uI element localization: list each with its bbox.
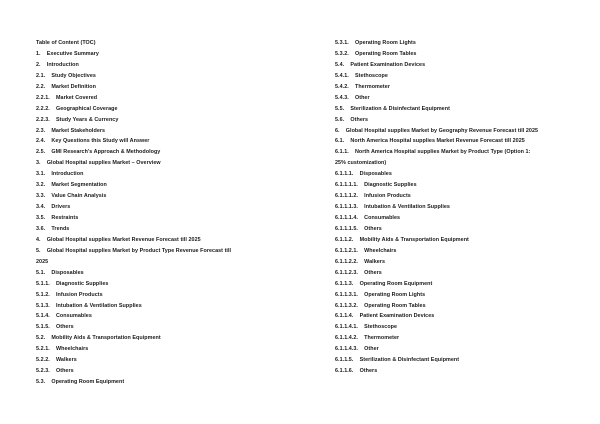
toc-entry: 5.2. Mobility Aids & Transportation Equipment <box>36 335 161 342</box>
toc-entry: 6.1.1.3. Operating Room Equipment <box>335 280 433 287</box>
toc-entry: 6.1.1.4.1. Stethoscope <box>335 324 398 331</box>
toc-entry: 5.2.3. Others <box>36 368 74 375</box>
toc-entry: 5.4.2. Thermometer <box>335 83 390 90</box>
toc-entry: 2.2.2. Geographical Coverage <box>36 105 118 112</box>
toc-entry: 6.1.1.6. Others <box>335 368 378 375</box>
toc-entry: 6.1.1.1.3. Intubation & Ventilation Supplies <box>335 204 450 211</box>
toc-entry: 6.1.1.1.4. Consumables <box>335 215 401 221</box>
toc-entry: 2.1. Study Objectives <box>36 72 96 79</box>
toc-entry: 5.1.3. Intubation & Ventilation Supplies <box>36 302 142 309</box>
toc-entry: 6.1.1.1.1. Diagnostic Supplies <box>335 182 417 189</box>
toc-entry: 5.2.2. Walkers <box>36 357 77 364</box>
toc-entry: 25% customization) <box>335 160 387 167</box>
toc-entry: 5.4.1. Stethoscope <box>335 72 388 79</box>
toc-entry: 5.3. Operating Room Equipment <box>36 379 125 386</box>
toc-entry: 4. Global Hospital supplies Market Revenue Forecast till 2025 <box>36 236 201 243</box>
toc-entry: 6.1.1.4.3. Other <box>335 346 379 353</box>
toc-entry: 6.1.1.1.5. Others <box>335 225 382 232</box>
toc-entry: 2.5. GMI Research's Approach & Methodology <box>36 149 161 156</box>
toc-entry: 5.4.3. Other <box>335 94 370 101</box>
toc-entry: 6.1.1.3.1. Operating Room Lights <box>335 291 426 298</box>
toc-entry: 5.1.1. Diagnostic Supplies <box>36 280 109 287</box>
toc-entry: 6.1.1.2. Mobility Aids & Transportation Equipment <box>335 236 469 243</box>
toc-entry: 5.1.5. Others <box>36 324 74 331</box>
toc-entry: 3.2. Market Segmentation <box>36 182 107 189</box>
toc-entry: 2.2.3. Study Years & Currency <box>36 116 119 123</box>
toc-entry: 6.1.1.1. Disposables <box>335 171 392 178</box>
toc-entry: 3. Global Hospital supplies Market – Overview <box>36 160 161 167</box>
toc-entry: 5.1.2. Infusion Products <box>36 291 103 298</box>
toc-entry: 6.1.1.2.1. Wheelchairs <box>335 247 397 254</box>
toc-entry: 6.1.1.4.2. Thermometer <box>335 335 400 342</box>
toc-entry: 6.1.1.1.2. Infusion Products <box>335 193 411 200</box>
toc-entry: 3.3. Value Chain Analysis <box>36 193 107 200</box>
toc-entry: 2.2. Market Definition <box>36 83 96 90</box>
toc-entry: 5.1. Disposables <box>36 269 84 276</box>
toc-entry: 3.6. Trends <box>36 225 70 232</box>
toc-entry: 2.4. Key Questions this Study will Answer <box>36 138 150 145</box>
toc-entry: 6.1.1.3.2. Operating Room Tables <box>335 302 426 309</box>
toc-entry: 5.6. Others <box>335 116 369 123</box>
toc-entry: 3.4. Drivers <box>36 204 71 211</box>
toc-entry: Table of Content (TOC) <box>36 40 96 46</box>
toc-entry: 3.5. Restraints <box>36 215 79 221</box>
toc-entry: 2.3. Market Stakeholders <box>36 127 106 134</box>
toc-entry: 6.1.1.2.2. Walkers <box>335 258 385 265</box>
toc-entry: 6. Global Hospital supplies Market by Geography Revenue Forecast till 2025 <box>335 127 539 134</box>
toc-right-column <box>335 38 585 377</box>
toc-entry: 2025 <box>36 258 49 265</box>
toc-left-column <box>36 38 296 388</box>
toc-entry: 3.1. Introduction <box>36 171 84 178</box>
toc-entry: 6.1.1.5. Sterilization & Disinfectant Equipment <box>335 357 460 364</box>
toc-entry: 2.2.1. Market Covered <box>36 94 98 101</box>
toc-entry: 5.3.2. Operating Room Tables <box>335 50 417 57</box>
toc-entry: 6.1.1.2.3. Others <box>335 269 382 276</box>
toc-entry: 6.1.1.4. Patient Examination Devices <box>335 313 435 320</box>
toc-entry: 5. Global Hospital supplies Market by Product Type Revenue Forecast till <box>36 247 232 254</box>
toc-entry: 5.3.1. Operating Room Lights <box>335 40 416 46</box>
toc-entry: 6.1. North America Hospital supplies Market Revenue Forecast till 2025 <box>335 138 525 145</box>
toc-entry: 5.2.1. Wheelchairs <box>36 346 89 353</box>
toc-entry: 2. Introduction <box>36 61 79 68</box>
toc-entry: 5.5. Sterilization & Disinfectant Equipment <box>335 105 450 112</box>
toc-entry: 6.1.1. North America Hospital supplies Market by Product Type (Option 1: <box>335 149 531 156</box>
toc-entry: 5.1.4. Consumables <box>36 313 92 320</box>
toc-entry: 5.4. Patient Examination Devices <box>335 61 426 68</box>
toc-entry: 1. Executive Summary <box>36 50 99 57</box>
